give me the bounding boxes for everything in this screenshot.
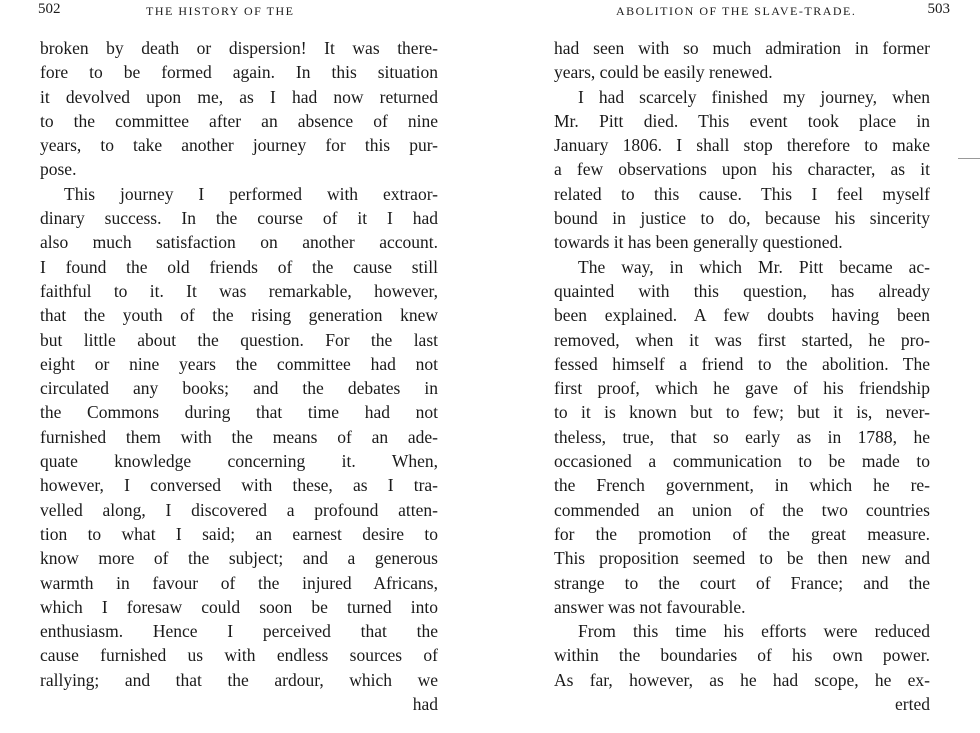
text-line: quate knowledge concerning it. When,	[40, 451, 438, 472]
right-page-header	[610, 1, 950, 22]
text-line: occasioned a communication to be made to	[554, 451, 930, 472]
text-line: commended an union of the two countries	[554, 499, 930, 520]
text-line: for the promotion of the great measure.	[554, 523, 930, 544]
text-line: circulated any books; and the debates in	[40, 378, 438, 399]
text-line: Mr. Pitt died. This event took place in	[554, 110, 930, 131]
text-line: to the committee after an absence of nine	[40, 110, 438, 131]
text-line: answer was not favourable.	[554, 596, 746, 617]
text-line: which I foresaw could soon be turned into	[40, 596, 438, 617]
text-line: eight or nine years the committee had not	[40, 353, 438, 374]
text-line: I had scarcely finished my journey, when	[578, 86, 930, 107]
text-line: removed, when it was first started, he pro-	[554, 329, 930, 350]
text-line: warmth in favour of the injured Africans,	[40, 572, 438, 593]
text-line: had seen with so much admiration in former	[554, 38, 930, 58]
right-page-text	[554, 36, 930, 716]
text-line: the French government, in which he re-	[554, 475, 930, 496]
text-line: erted	[895, 694, 930, 715]
text-line: however, I conversed with these, as I tra-	[40, 475, 438, 496]
text-line: related to this cause. This I feel myself	[554, 183, 930, 204]
text-line: fore to be formed again. In this situation	[40, 62, 438, 83]
left-page-header	[38, 2, 438, 22]
left-page-text	[40, 36, 438, 716]
text-line: but little about the question. For the last	[40, 329, 438, 350]
text-line: pose.	[40, 159, 77, 180]
text-line: years, to take another journey for this pur-	[40, 135, 438, 156]
text-line: also much satisfaction on another account.	[40, 232, 438, 253]
text-line: theless, true, that so early as in 1788, he	[554, 426, 930, 447]
text-line: towards it has been generally questioned.	[554, 232, 843, 253]
text-line: quainted with this question, has already	[554, 280, 930, 301]
text-line: within the boundaries of his own power.	[554, 645, 930, 666]
text-line: This journey I performed with extraor-	[64, 183, 438, 204]
text-line: strange to the court of France; and the	[554, 572, 930, 593]
text-line: to it is known but to few; but it is, never-	[554, 402, 930, 423]
text-line: enthusiasm. Hence I perceived that the	[40, 621, 438, 642]
text-line: velled along, I discovered a profound atten-	[40, 499, 438, 520]
text-line: it devolved upon me, as I had now returned	[40, 86, 438, 107]
text-line: know more of the subject; and a generous	[40, 548, 438, 569]
right-page-number: 503	[927, 1, 950, 17]
right-running-head: ABOLITION OF THE SLAVE-TRADE.	[616, 4, 857, 18]
text-line: dinary success. In the course of it I had	[40, 208, 438, 229]
text-line: The way, in which Mr. Pitt became ac-	[578, 256, 930, 277]
text-line: had	[412, 694, 438, 715]
text-line: I found the old friends of the cause still	[40, 256, 438, 277]
left-page-number: 502	[38, 1, 61, 17]
text-line: As far, however, as he had scope, he ex-	[554, 669, 930, 690]
text-line: rallying; and that the ardour, which we	[40, 669, 438, 690]
text-line: This proposition seemed to be then new and	[554, 548, 930, 569]
text-line: faithful to it. It was remarkable, however,	[40, 280, 438, 301]
text-line: a few observations upon his character, as it	[554, 159, 930, 180]
text-line: the Commons during that time had not	[40, 402, 438, 423]
text-line: been explained. A few doubts having been	[554, 305, 930, 326]
text-line: broken by death or dispersion! It was there-	[40, 38, 438, 58]
margin-mark	[958, 158, 980, 159]
right-page	[490, 0, 980, 733]
text-line: furnished them with the means of an ade-	[40, 426, 438, 447]
text-line: first proof, which he gave of his friendship	[554, 378, 930, 399]
text-line: fessed himself a friend to the abolition. The	[554, 353, 930, 374]
text-line: cause furnished us with endless sources of	[40, 645, 438, 666]
text-line: years, could be easily renewed.	[554, 62, 773, 83]
text-line: bound in justice to do, because his sincerity	[554, 208, 930, 229]
text-line: From this time his efforts were reduced	[578, 621, 930, 642]
left-running-head: THE HISTORY OF THE	[146, 4, 295, 18]
text-line: January 1806. I shall stop therefore to make	[554, 135, 930, 156]
text-line: tion to what I said; an earnest desire to	[40, 523, 438, 544]
text-line: that the youth of the rising generation knew	[40, 305, 438, 326]
